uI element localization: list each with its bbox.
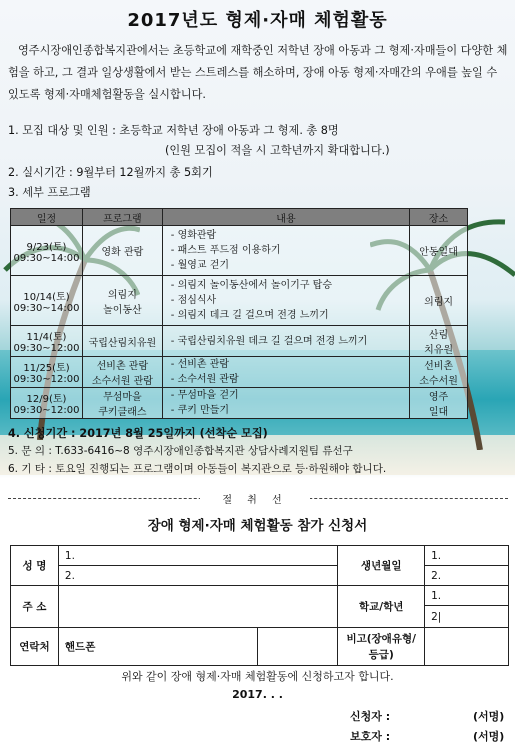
header-content: 내용 [162, 209, 409, 226]
header-place: 장소 [410, 209, 468, 226]
note-label: 비고(장애유형/ 등급) [338, 628, 425, 666]
table-row [11, 276, 468, 326]
place-cell: 선비촌 소수서원 [410, 357, 468, 388]
program-cell: 선비촌 관람 소수서원 관람 [82, 357, 162, 388]
apply-period: 4. 신청기간 : 2017년 8월 25일까지 (선착순 모집) [8, 427, 268, 440]
header-date: 일정 [11, 209, 83, 226]
guardian-seal[interactable]: (서명) [473, 730, 505, 743]
school-label: 학교/학년 [338, 586, 425, 628]
applicant-seal[interactable]: (서명) [473, 710, 505, 723]
birth-field-1[interactable]: 1. [425, 546, 509, 566]
place-cell: 의림지 [410, 276, 468, 326]
cut-label: 절 취 선 [200, 491, 310, 506]
schedule-cell: 11/25(토) 09:30~12:00 [11, 357, 83, 388]
other-info: 6. 기 타 : 토요일 진행되는 프로그램이며 아동들이 복지관으로 등·하원해야 합니다. [8, 463, 387, 475]
recruit-note: (인원 모집이 적을 시 고학년까지 확대합니다.) [165, 144, 390, 157]
school-field-1[interactable]: 1. [425, 586, 509, 606]
program-heading: 3. 세부 프로그램 [8, 186, 91, 199]
page-title: 2017년도 형제·자매 체험활동 [127, 10, 388, 31]
header-program: 프로그램 [82, 209, 162, 226]
content-cell: - 영화관람 - 패스트 푸드점 이용하기 - 월영교 걷기 [162, 226, 409, 276]
program-table-header [11, 209, 468, 226]
phone-label: 핸드폰 [58, 628, 258, 666]
table-row [11, 357, 468, 388]
table-row [11, 226, 468, 276]
program-cell: 국립산림치유원 [82, 326, 162, 357]
guardian-label: 보호자 : [350, 730, 391, 743]
program-cell: 무섬마을 쿠키클래스 [82, 388, 162, 419]
recruit-target: 1. 모집 대상 및 인원 : 초등학교 저학년 장애 아동과 그 형제. 총 8명 [8, 124, 339, 137]
apply-date: 2017. . . [232, 688, 283, 701]
address-field[interactable] [58, 586, 337, 628]
schedule-cell: 9/23(토) 09:30~14:00 [11, 226, 83, 276]
table-row [11, 326, 468, 357]
program-table [10, 208, 468, 419]
program-cell: 의림지 놀이동산 [82, 276, 162, 326]
contact-info: 5. 문 의 : T.633-6416~8 영주시장애인종합복지관 상담사례지원팀 류선구 [8, 445, 353, 457]
content-cell: - 의림지 놀이동산에서 놀이기구 탑승 - 점심식사 - 의림지 데크 길 걸으며 전경 느끼기 [162, 276, 409, 326]
content-cell: - 선비촌 관람 - 소수서원 관람 [162, 357, 409, 388]
intro-paragraph: 영주시장애인종합복지관에서는 초등학교에 재학중인 저학년 장애 아동과 그 형제·자매들이 다양한 체험을 하고, 그 결과 일상생활에서 받는 스트레스를 해소하며, 장애 아동 형제·자매간의 우애를 높일 수 있도록 형제·자매체험활동을 실시합니다. [8, 44, 508, 101]
birth-label: 생년월일 [338, 546, 425, 586]
program-cell: 영화 관람 [82, 226, 162, 276]
table-row [11, 388, 468, 419]
place-cell: 영주 일대 [410, 388, 468, 419]
name-label: 성 명 [11, 546, 59, 586]
name-field-2[interactable]: 2. [58, 566, 337, 586]
address-label: 주 소 [11, 586, 59, 628]
place-cell: 산림 치유원 [410, 326, 468, 357]
application-title: 장애 형제·자매 체험활동 참가 신청서 [147, 518, 368, 534]
note-field[interactable] [425, 628, 509, 666]
birth-field-2[interactable]: 2. [425, 566, 509, 586]
apply-statement: 위와 같이 장애 형제·자매 체험활동에 신청하고자 합니다. [121, 670, 394, 683]
schedule-cell: 10/14(토) 09:30~14:00 [11, 276, 83, 326]
phone-field[interactable] [258, 628, 338, 666]
content-cell: - 무섬마을 걷기 - 쿠키 만들기 [162, 388, 409, 419]
contact-label: 연락처 [11, 628, 59, 666]
name-field-1[interactable]: 1. [58, 546, 337, 566]
schedule-cell: 11/4(토) 09:30~12:00 [11, 326, 83, 357]
applicant-label: 신청자 : [350, 710, 391, 723]
school-field-2[interactable]: 2| [425, 606, 509, 628]
schedule-cell: 12/9(토) 09:30~12:00 [11, 388, 83, 419]
content-cell: - 국립산림치유원 데크 길 걸으며 전경 느끼기 [162, 326, 409, 357]
place-cell: 안동일대 [410, 226, 468, 276]
period: 2. 실시기간 : 9월부터 12월까지 총 5회기 [8, 166, 213, 179]
application-form [10, 545, 509, 666]
